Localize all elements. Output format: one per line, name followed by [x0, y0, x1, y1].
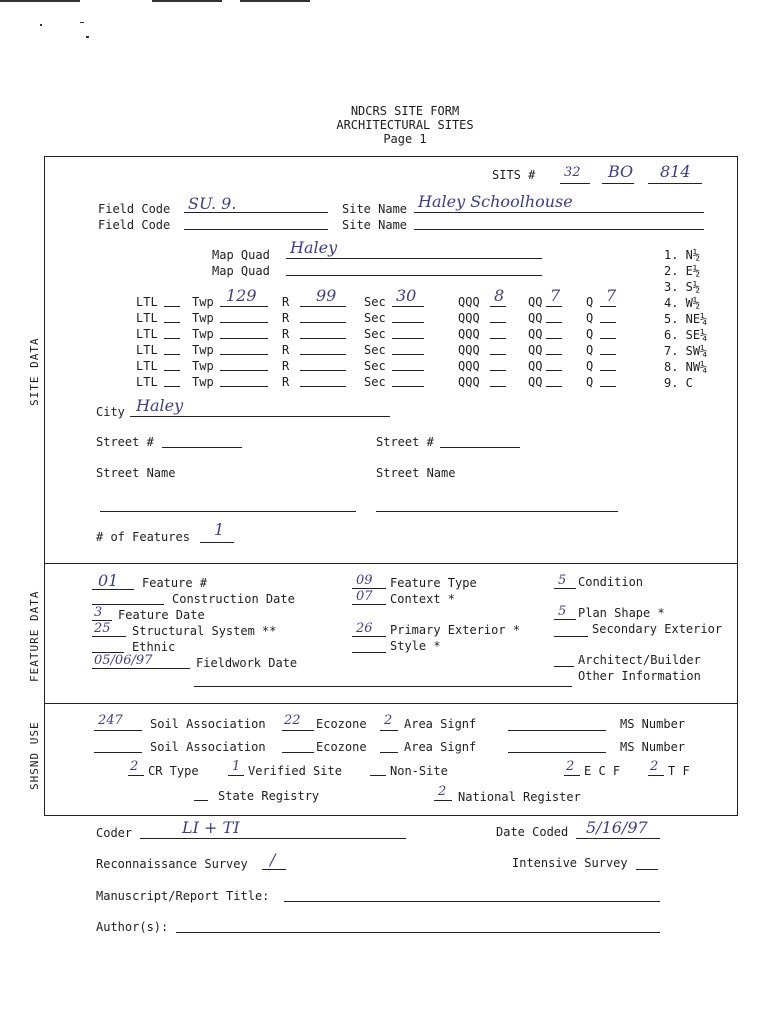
- qq-input[interactable]: [546, 354, 562, 355]
- quarter-item: 6. SE¼: [664, 328, 708, 342]
- national-register-value[interactable]: 2: [438, 784, 447, 799]
- qq-label: QQ: [528, 311, 543, 325]
- features-count-label: # of Features: [96, 530, 190, 544]
- sec-input[interactable]: [392, 386, 424, 387]
- field-code-value[interactable]: SU. 9.: [188, 194, 237, 213]
- state-registry-input[interactable]: [194, 800, 208, 801]
- context-label: Context *: [390, 592, 456, 606]
- qq-label: QQ: [528, 295, 543, 309]
- features-count-value[interactable]: 1: [214, 520, 225, 539]
- authors-label: Author(s):: [96, 920, 169, 934]
- ltl-label: LTL: [136, 375, 158, 389]
- tf-label: T F: [668, 764, 690, 778]
- q-label: Q: [586, 375, 594, 389]
- twp-label: Twp: [192, 327, 214, 341]
- field-code-input-2[interactable]: [184, 229, 328, 230]
- verified-site-label: Verified Site: [248, 764, 342, 778]
- manuscript-title-input[interactable]: [284, 901, 660, 902]
- ltl-label: LTL: [136, 343, 158, 357]
- qq-input[interactable]: [546, 322, 562, 323]
- fieldwork-date-value[interactable]: 05/06/97: [94, 653, 153, 668]
- area-signf-value[interactable]: 2: [384, 713, 393, 728]
- twp-label: Twp: [192, 311, 214, 325]
- qqq-label: QQQ: [458, 343, 480, 357]
- area-signf-input-2[interactable]: [380, 752, 398, 753]
- site-name-value[interactable]: Haley Schoolhouse: [418, 192, 573, 211]
- r-label: R: [282, 295, 290, 309]
- sec-label: Sec: [364, 327, 386, 341]
- state-registry-label: State Registry: [218, 789, 320, 803]
- structural-system-label: Structural System **: [132, 624, 277, 638]
- r-input[interactable]: [300, 322, 346, 323]
- ltl-label: LTL: [136, 311, 158, 325]
- plan-shape-label: Plan Shape *: [578, 606, 665, 620]
- sec-input[interactable]: [392, 322, 424, 323]
- qq-label: QQ: [528, 375, 543, 389]
- quarter-item: 2. E½: [664, 264, 701, 278]
- qqq-label: QQQ: [458, 327, 480, 341]
- sits-part2[interactable]: BO: [608, 162, 634, 181]
- ethnic-label: Ethnic: [132, 640, 176, 654]
- ecozone-input-2[interactable]: [282, 752, 314, 753]
- quarter-item: 7. SW¼: [664, 344, 708, 358]
- verified-site-value[interactable]: 1: [232, 759, 241, 774]
- qqq-label: QQQ: [458, 311, 480, 325]
- ltl-label: LTL: [136, 359, 158, 373]
- r-label: R: [282, 327, 290, 341]
- site-name-label-2: Site Name: [342, 218, 408, 232]
- qqq-label: QQQ: [458, 375, 480, 389]
- qqq-input[interactable]: [490, 322, 506, 323]
- form-title: NDCRS SITE FORM: [350, 104, 460, 118]
- ecozone-value[interactable]: 22: [284, 713, 301, 728]
- construction-date-label: Construction Date: [172, 592, 295, 606]
- soil-association-label: Soil Association: [150, 717, 266, 731]
- sec-value[interactable]: 30: [396, 286, 417, 305]
- twp-input[interactable]: [220, 322, 268, 323]
- quarter-item: 4. W½: [664, 296, 701, 310]
- date-coded-value[interactable]: 5/16/97: [586, 818, 648, 837]
- soil-association-label-2: Soil Association: [150, 740, 266, 754]
- qqq-input[interactable]: [490, 338, 506, 339]
- feature-date-label: Feature Date: [118, 608, 205, 622]
- authors-input[interactable]: [176, 932, 660, 933]
- feature-number-label: Feature #: [142, 576, 208, 590]
- ms-number-label-2: MS Number: [620, 740, 686, 754]
- twp-label: Twp: [192, 359, 214, 373]
- q-input[interactable]: [600, 354, 616, 355]
- sec-input[interactable]: [392, 338, 424, 339]
- qq-label: QQ: [528, 343, 543, 357]
- section-label-feature: FEATURE DATA: [28, 590, 41, 682]
- ltl-input[interactable]: [164, 322, 180, 323]
- ecozone-label: Ecozone: [316, 717, 367, 731]
- style-input[interactable]: [352, 652, 386, 653]
- sits-part1[interactable]: 32: [564, 165, 581, 180]
- r-label: R: [282, 375, 290, 389]
- qqq-label: QQQ: [458, 295, 480, 309]
- structural-system-value[interactable]: 25: [94, 621, 111, 636]
- sits-part3[interactable]: 814: [660, 162, 691, 181]
- qq-label: QQ: [528, 327, 543, 341]
- r-label: R: [282, 343, 290, 357]
- non-site-input[interactable]: [370, 775, 386, 776]
- manuscript-title-label: Manuscript/Report Title:: [96, 889, 270, 903]
- q-input[interactable]: [600, 370, 616, 371]
- ms-number-label: MS Number: [620, 717, 686, 731]
- quarter-item: 5. NE¼: [664, 312, 708, 326]
- qqq-input[interactable]: [490, 354, 506, 355]
- fieldwork-date-label: Fieldwork Date: [196, 656, 298, 670]
- area-signf-label-2: Area Signf: [404, 740, 477, 754]
- feature-number-value[interactable]: 01: [98, 571, 119, 590]
- section-label-site: SITE DATA: [28, 337, 41, 406]
- qqq-label: QQQ: [458, 359, 480, 373]
- intensive-survey-label: Intensive Survey: [512, 856, 628, 870]
- qq-input[interactable]: [546, 338, 562, 339]
- condition-label: Condition: [578, 575, 644, 589]
- coder-value[interactable]: LI + TI: [182, 818, 240, 837]
- national-register-label: National Register: [458, 790, 581, 804]
- ltl-label: LTL: [136, 327, 158, 341]
- architect-label: Architect/Builder: [578, 653, 701, 667]
- city-value[interactable]: Haley: [136, 396, 184, 415]
- field-code-label-2: Field Code: [98, 218, 171, 232]
- ms-number-input-2[interactable]: [508, 752, 606, 753]
- r-input[interactable]: [300, 386, 346, 387]
- construction-date-input[interactable]: [92, 604, 164, 605]
- city-label: City: [96, 405, 125, 419]
- cr-type-value[interactable]: 2: [130, 759, 139, 774]
- sec-label: Sec: [364, 295, 386, 309]
- qq-value[interactable]: 7: [550, 286, 561, 305]
- q-input[interactable]: [600, 338, 616, 339]
- section-divider-feature: [44, 563, 738, 564]
- form-subtitle: ARCHITECTURAL SITES: [336, 118, 474, 132]
- other-information-input[interactable]: [194, 686, 572, 687]
- soil-association-input-2[interactable]: [94, 752, 142, 753]
- quarter-item: 1. N½: [664, 248, 701, 262]
- q-label: Q: [586, 359, 594, 373]
- map-quad-label-2: Map Quad: [212, 264, 270, 278]
- qqq-value[interactable]: 8: [494, 286, 505, 305]
- ltl-input[interactable]: [164, 354, 180, 355]
- section-label-shsnd: SHSND USE: [28, 721, 41, 790]
- ltl-input[interactable]: [164, 370, 180, 371]
- reconnaissance-survey-label: Reconnaissance Survey: [96, 857, 248, 871]
- secondary-exterior-label: Secondary Exterior: [592, 622, 723, 636]
- style-label: Style *: [390, 639, 441, 653]
- ltl-input[interactable]: [164, 338, 180, 339]
- quarter-item: 9. C: [664, 376, 693, 390]
- context-value[interactable]: 07: [356, 589, 373, 604]
- intensive-survey-input[interactable]: [636, 869, 658, 870]
- condition-value[interactable]: 5: [558, 573, 567, 588]
- street-number-label-2: Street #: [376, 435, 434, 449]
- street-number-input-2[interactable]: [440, 447, 520, 448]
- r-label: R: [282, 359, 290, 373]
- site-name-label: Site Name: [342, 202, 408, 216]
- street-name-input-2[interactable]: [376, 511, 618, 512]
- q-input[interactable]: [600, 322, 616, 323]
- section-divider-shsnd: [44, 703, 738, 704]
- page-number: Page 1: [383, 132, 427, 146]
- quarter-item: 8. NW¼: [664, 360, 708, 374]
- street-name-label-2: Street Name: [376, 466, 456, 480]
- ecf-value[interactable]: 2: [566, 759, 575, 774]
- q-label: Q: [586, 343, 594, 357]
- r-input[interactable]: [300, 370, 346, 371]
- map-quad-input-2[interactable]: [286, 275, 542, 276]
- q-label: Q: [586, 327, 594, 341]
- sec-label: Sec: [364, 311, 386, 325]
- r-input[interactable]: [300, 354, 346, 355]
- r-value[interactable]: 99: [316, 286, 337, 305]
- primary-exterior-value[interactable]: 26: [356, 621, 373, 636]
- field-code-label: Field Code: [98, 202, 171, 216]
- sec-label: Sec: [364, 359, 386, 373]
- cr-type-label: CR Type: [148, 764, 199, 778]
- architect-input[interactable]: [554, 666, 574, 667]
- non-site-label: Non-Site: [390, 764, 448, 778]
- qq-input[interactable]: [546, 386, 562, 387]
- twp-input[interactable]: [220, 386, 268, 387]
- form-header: [305, 104, 505, 146]
- twp-label: Twp: [192, 375, 214, 389]
- area-signf-label: Area Signf: [404, 717, 477, 731]
- ecf-label: E C F: [584, 764, 621, 778]
- sec-input[interactable]: [392, 354, 424, 355]
- quarter-legend: [664, 247, 707, 391]
- sec-label: Sec: [364, 343, 386, 357]
- quarter-item: 3. S½: [664, 280, 701, 294]
- twp-value[interactable]: 129: [226, 286, 257, 305]
- qq-label: QQ: [528, 359, 543, 373]
- plan-shape-value[interactable]: 5: [558, 604, 567, 619]
- secondary-exterior-input[interactable]: [554, 636, 588, 637]
- feature-date-value[interactable]: 3: [94, 605, 103, 620]
- site-name-input-2[interactable]: [414, 229, 704, 230]
- ltl-label: LTL: [136, 295, 158, 309]
- street-number-label: Street #: [96, 435, 154, 449]
- sits-label: SITS #: [492, 168, 536, 182]
- ltl-input[interactable]: [164, 386, 180, 387]
- twp-input[interactable]: [220, 370, 268, 371]
- street-name-label: Street Name: [96, 466, 176, 480]
- primary-exterior-label: Primary Exterior *: [390, 623, 521, 637]
- ecozone-label-2: Ecozone: [316, 740, 367, 754]
- street-number-input[interactable]: [162, 447, 242, 448]
- twp-label: Twp: [192, 343, 214, 357]
- tf-value[interactable]: 2: [650, 759, 659, 774]
- reconnaissance-survey-value[interactable]: /: [270, 850, 276, 869]
- q-value[interactable]: 7: [606, 286, 617, 305]
- twp-input[interactable]: [220, 338, 268, 339]
- q-label: Q: [586, 311, 594, 325]
- r-label: R: [282, 311, 290, 325]
- twp-label: Twp: [192, 295, 214, 309]
- q-label: Q: [586, 295, 594, 309]
- sec-input[interactable]: [392, 370, 424, 371]
- soil-association-value[interactable]: 247: [98, 713, 123, 728]
- map-quad-label: Map Quad: [212, 248, 270, 262]
- coder-label: Coder: [96, 826, 133, 840]
- qqq-input[interactable]: [490, 370, 506, 371]
- feature-type-label: Feature Type: [390, 576, 477, 590]
- sec-label: Sec: [364, 375, 386, 389]
- map-quad-value[interactable]: Haley: [290, 238, 338, 257]
- feature-type-value[interactable]: 09: [356, 573, 373, 588]
- street-name-input[interactable]: [100, 511, 356, 512]
- qq-input[interactable]: [546, 370, 562, 371]
- twp-input[interactable]: [220, 354, 268, 355]
- other-information-label: Other Information: [578, 669, 701, 683]
- r-input[interactable]: [300, 338, 346, 339]
- ms-number-input[interactable]: [508, 730, 606, 731]
- q-input[interactable]: [600, 386, 616, 387]
- date-coded-label: Date Coded: [496, 825, 569, 839]
- qqq-input[interactable]: [490, 386, 506, 387]
